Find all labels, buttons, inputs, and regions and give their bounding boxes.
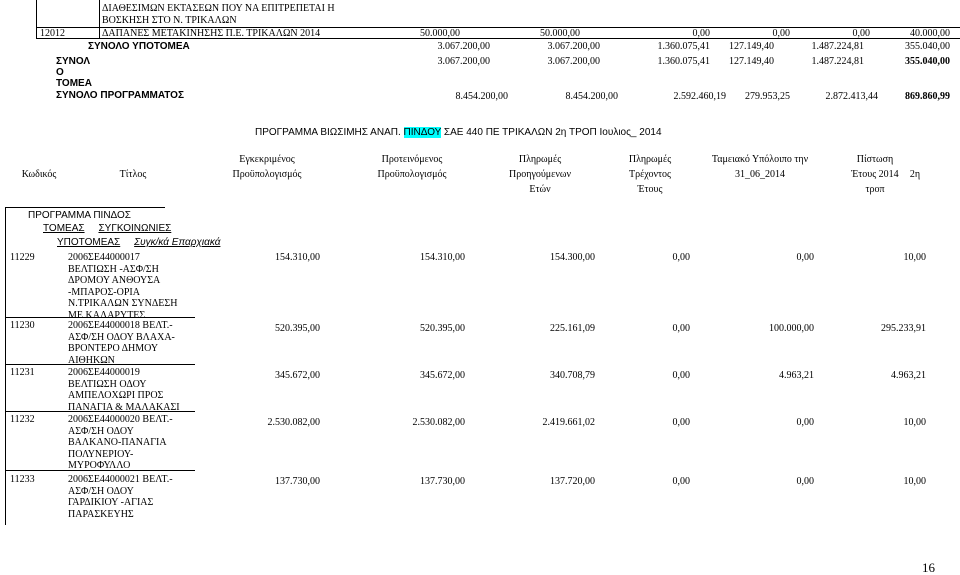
header-proposed: Προτεινόμενος Προϋπολογισμός bbox=[377, 154, 447, 180]
row-12012-proposed: 50.000,00 bbox=[540, 28, 580, 39]
total-subsector-v5: 1.487.224,81 bbox=[811, 41, 864, 52]
row-11233-cash: 0,00 bbox=[796, 476, 814, 487]
row-11231-title: 2006ΣΕ44000019 ΒΕΛΤΙΩΣΗ ΟΔΟΥ ΑΜΠΕΛΟΧΩΡΙ ΠΡΟΣ ΠΑΝΑΓΙΑ & ΜΑΛΑΚΑΣΙ bbox=[68, 367, 180, 413]
row-11233-title: 2006ΣΕ44000021 ΒΕΛΤ.- ΑΣΦ/ΣΗ ΟΔΟΥ ΓΑΡΔΙΚΙΟΥ -ΑΓΙΑΣ ΠΑΡΑΣΚΕΥΗΣ bbox=[68, 474, 173, 520]
row-12012-cur: 0,00 bbox=[772, 28, 790, 39]
total-sector-label-2: Ο bbox=[56, 67, 64, 78]
total-program-label: ΣΥΝΟΛΟ ΠΡΟΓΡΑΜΜΑΤΟΣ bbox=[56, 90, 184, 101]
total-subsector-v4: 127.149,40 bbox=[729, 41, 774, 52]
header-cash-balance: Ταμειακό Υπόλοιπο την 31_06_2014 bbox=[711, 154, 809, 180]
row-11230-cash: 100.000,00 bbox=[769, 323, 814, 334]
row-12012-approved: 50.000,00 bbox=[420, 28, 460, 39]
total-sector-v3: 1.360.075,41 bbox=[657, 56, 710, 67]
total-program-v5: 2.872.413,44 bbox=[825, 91, 878, 102]
row-11230-proposed: 520.395,00 bbox=[420, 323, 465, 334]
total-program-v1: 8.454.200,00 bbox=[455, 91, 508, 102]
program-title-highlight: ΠΙΝΔΟΥ bbox=[403, 127, 442, 138]
header-title: Τίτλος bbox=[119, 169, 147, 180]
header-code: Κωδικός bbox=[21, 169, 57, 180]
row-11232-credit: 10,00 bbox=[903, 417, 926, 428]
row-11230-title: 2006ΣΕ44000018 ΒΕΛΤ.- ΑΣΦ/ΣΗ ΟΔΟΥ ΒΛΑΧΑ- ΒΡΟΝΤΕΡΟ ΔΗΜΟΥ ΑΙΘΗΚΩΝ bbox=[68, 320, 175, 366]
total-program-v4: 279.953,25 bbox=[745, 91, 790, 102]
row-11229-cur: 0,00 bbox=[672, 252, 690, 263]
section-sector: ΤΟΜΕΑΣ ΣΥΓΚΟΙΝΩΝΙΕΣ bbox=[43, 223, 172, 234]
row-11230-cur: 0,00 bbox=[672, 323, 690, 334]
total-sector-v5: 1.487.224,81 bbox=[811, 56, 864, 67]
row-11231-approved: 345.672,00 bbox=[275, 370, 320, 381]
row-11229-approved: 154.310,00 bbox=[275, 252, 320, 263]
top-line-1: ΔΙΑΘΕΣΙΜΩΝ ΕΚΤΑΣΕΩΝ ΠΟΥ ΝΑ ΕΠΙΤΡΕΠΕΤΑΙ Η bbox=[102, 3, 335, 14]
header-credit: Πίστωση Έτους 2014 τροπ bbox=[851, 154, 899, 195]
row-11231-cash: 4.963,21 bbox=[779, 370, 814, 381]
row-12012-cash: 0,00 bbox=[852, 28, 870, 39]
total-subsector-v1: 3.067.200,00 bbox=[437, 41, 490, 52]
row-12012-title: ΔΑΠΑΝΕΣ ΜΕΤΑΚΙΝΗΣΗΣ Π.Ε. ΤΡΙΚΑΛΩΝ 2014 bbox=[102, 28, 321, 39]
top-line-2: ΒΟΣΚΗΣΗ ΣΤΟ Ν. ΤΡΙΚΑΛΩΝ bbox=[102, 15, 237, 26]
total-subsector-label: ΣΥΝΟΛΟ ΥΠΟΤΟΜΕΑ bbox=[88, 41, 190, 52]
row-11229-prev: 154.300,00 bbox=[550, 252, 595, 263]
row-11230-approved: 520.395,00 bbox=[275, 323, 320, 334]
row-11233-credit: 10,00 bbox=[903, 476, 926, 487]
row-12012-credit: 40.000,00 bbox=[910, 28, 950, 39]
total-sector-label-1: ΣΥΝΟΛ bbox=[56, 56, 91, 67]
row-11230-credit: 295.233,91 bbox=[881, 323, 926, 334]
program-title: ΠΡΟΓΡΑΜΜΑ ΒΙΩΣΙΜΗΣ ΑΝΑΠ. ΠΙΝΔΟΥ ΣΑΕ 440 ΠΕ ΤΡΙΚΑΛΩΝ 2η ΤΡΟΠ Ιουλιος_ 2014 bbox=[255, 127, 662, 138]
row-11232-cur: 0,00 bbox=[672, 417, 690, 428]
section-program: ΠΡΟΓΡΑΜΜΑ ΠΙΝΔΟΣ bbox=[28, 210, 131, 221]
total-subsector-v6: 355.040,00 bbox=[905, 41, 950, 52]
total-sector-v2: 3.067.200,00 bbox=[547, 56, 600, 67]
row-11229-code: 11229 bbox=[10, 252, 35, 263]
total-subsector-v2: 3.067.200,00 bbox=[547, 41, 600, 52]
row-11233-code: 11233 bbox=[10, 474, 35, 485]
header-cur-payments: Πληρωμές Τρέχοντος Έτους bbox=[628, 154, 672, 195]
total-sector-v4: 127.149,40 bbox=[729, 56, 774, 67]
row-12012-code: 12012 bbox=[40, 28, 65, 39]
row-11232-approved: 2.530.082,00 bbox=[267, 417, 320, 428]
row-11229-proposed: 154.310,00 bbox=[420, 252, 465, 263]
total-subsector-v3: 1.360.075,41 bbox=[657, 41, 710, 52]
row-12012-prev: 0,00 bbox=[692, 28, 710, 39]
section-subsector: ΥΠΟΤΟΜΕΑΣ Συγκ/κά Επαρχιακά bbox=[57, 237, 221, 248]
row-11233-approved: 137.730,00 bbox=[275, 476, 320, 487]
row-11231-cur: 0,00 bbox=[672, 370, 690, 381]
row-11229-cash: 0,00 bbox=[796, 252, 814, 263]
row-11233-proposed: 137.730,00 bbox=[420, 476, 465, 487]
row-11232-cash: 0,00 bbox=[796, 417, 814, 428]
row-11233-prev: 137.720,00 bbox=[550, 476, 595, 487]
row-11231-credit: 4.963,21 bbox=[891, 370, 926, 381]
row-11232-prev: 2.419.661,02 bbox=[542, 417, 595, 428]
header-revision: 2η bbox=[909, 169, 921, 180]
total-program-v3: 2.592.460,19 bbox=[673, 91, 726, 102]
row-11229-title: 2006ΣΕ44000017 ΒΕΛΤΙΩΣΗ -ΑΣΦ/ΣΗ ΔΡΟΜΟΥ ΑΝΘΟΥΣΑ -ΜΠΑΡΟΣ-ΟΡΙΑ Ν.ΤΡΙΚΑΛΩΝ ΣΥΝΔΕΣΗ ΜΕ ΚΑΛΑΡΥΤΕΣ bbox=[68, 252, 178, 321]
row-11231-proposed: 345.672,00 bbox=[420, 370, 465, 381]
row-11232-proposed: 2.530.082,00 bbox=[412, 417, 465, 428]
page-number: 16 bbox=[922, 560, 935, 575]
header-approved: Εγκεκριμένος Προϋπολογισμός bbox=[232, 154, 302, 180]
row-11230-code: 11230 bbox=[10, 320, 35, 331]
total-sector-v1: 3.067.200,00 bbox=[437, 56, 490, 67]
total-sector-label-3: ΤΟΜΕΑ bbox=[56, 78, 92, 89]
row-11230-prev: 225.161,09 bbox=[550, 323, 595, 334]
row-11233-cur: 0,00 bbox=[672, 476, 690, 487]
total-program-v6: 869.860,99 bbox=[905, 91, 950, 102]
row-11231-prev: 340.708,79 bbox=[550, 370, 595, 381]
row-11232-title: 2006ΣΕ44000020 ΒΕΛΤ.- ΑΣΦ/ΣΗ ΟΔΟΥ ΒΑΛΚΑΝΟ-ΠΑΝΑΓΙΑ ΠΟΛΥΝΕΡΙΟΥ- ΜΥΡΟΦΥΛΛΟ bbox=[68, 414, 173, 471]
row-11232-code: 11232 bbox=[10, 414, 35, 425]
row-11231-code: 11231 bbox=[10, 367, 35, 378]
row-11229-credit: 10,00 bbox=[903, 252, 926, 263]
total-sector-v6: 355.040,00 bbox=[905, 56, 950, 67]
total-program-v2: 8.454.200,00 bbox=[565, 91, 618, 102]
header-prev-payments: Πληρωμές Προηγούμενων Ετών bbox=[509, 154, 571, 195]
